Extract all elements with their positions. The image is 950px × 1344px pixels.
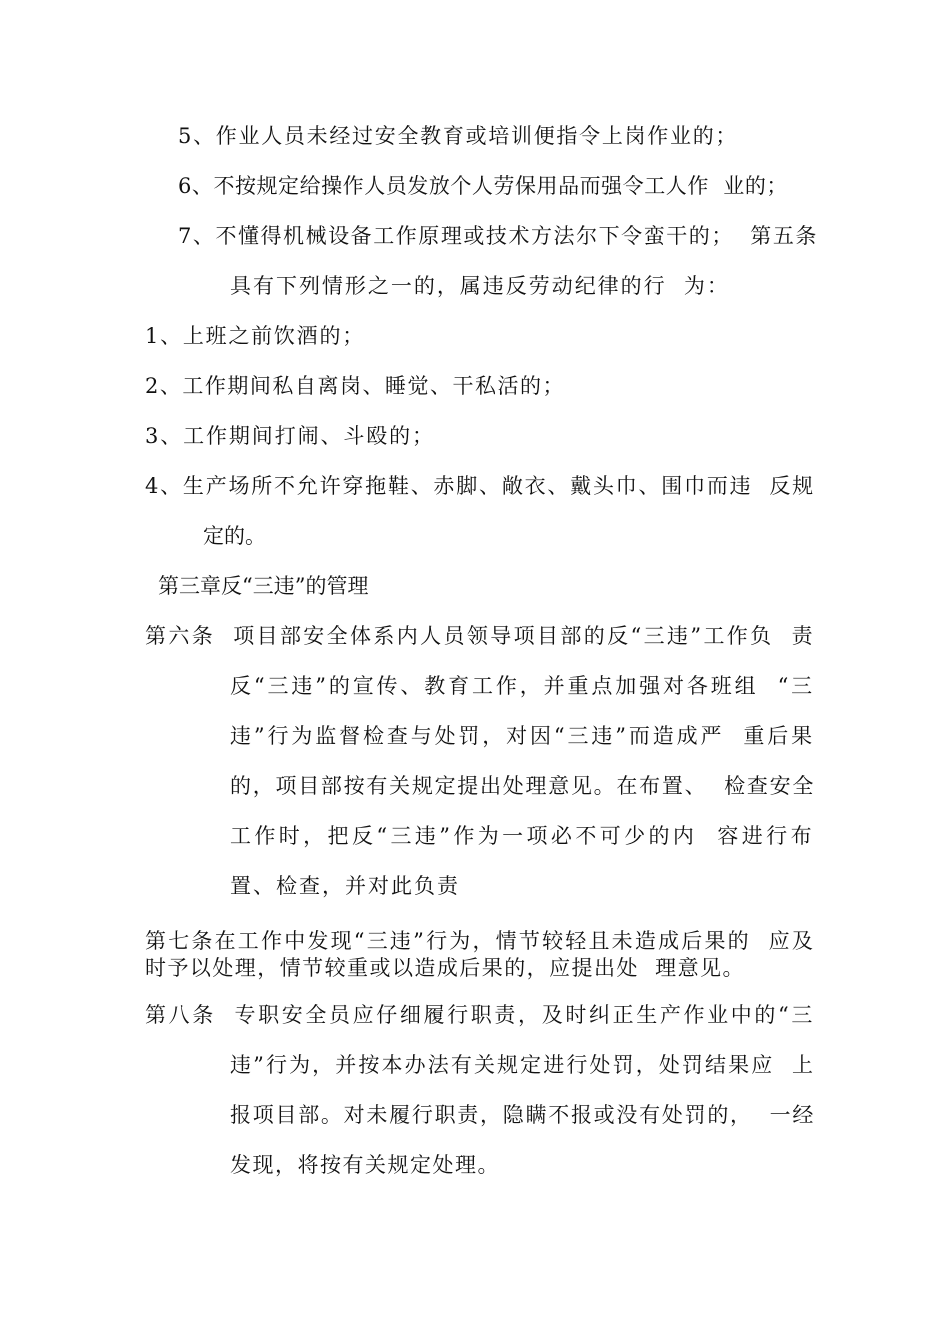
text-line: 工作时，把反“三违”作为一项必不可少的内 容进行布: [230, 824, 815, 848]
text-line: 6、不按规定给操作人员发放个人劳保用品而强令工人作 业的；: [178, 174, 788, 198]
text-line: 7、不懂得机械设备工作原理或技术方法尔下令蛮干的； 第五条: [178, 224, 818, 248]
text-line: 第八条 专职安全员应仔细履行职责，及时纠正生产作业中的“三: [145, 1003, 815, 1027]
text-line: 第七条在工作中发现“三违”行为，情节较轻且未造成后果的 应及: [145, 929, 816, 953]
text-line: 1、上班之前饮酒的；: [145, 324, 365, 348]
text-line: 3、工作期间打闹、斗殴的；: [145, 424, 435, 448]
text-line: 报项目部。对未履行职责，隐瞒不报或没有处罚的， 一经: [230, 1103, 816, 1127]
text-line: 第六条 项目部安全体系内人员领导项目部的反“三违”工作负 责: [145, 624, 816, 648]
text-line: 定的。: [203, 524, 266, 548]
text-line: 发现，将按有关规定处理。: [230, 1153, 500, 1177]
text-line: 5、作业人员未经过安全教育或培训便指令上岗作业的；: [178, 124, 739, 148]
text-line: 置、检查，并对此负责: [230, 874, 460, 898]
text-line: 4、生产场所不允许穿拖鞋、赤脚、敞衣、戴头巾、围巾而违 反规: [145, 474, 815, 498]
text-line: 的，项目部按有关规定提出处理意见。在布置、 检查安全: [230, 774, 816, 798]
text-line: 具有下列情形之一的，属违反劳动纪律的行 为：: [230, 274, 730, 298]
text-line: 反“三违”的宣传、教育工作，并重点加强对各班组 “三: [230, 674, 816, 698]
text-line: 时予以处理，情节较重或以造成后果的，应提出处 理意见。: [145, 956, 745, 980]
text-line: 2、工作期间私自离岗、睡觉、干私活的；: [145, 374, 566, 398]
text-line: 违”行为，并按本办法有关规定进行处罚，处罚结果应 上: [230, 1053, 816, 1077]
text-line: 违”行为监督检查与处罚，对因“三违”而造成严 重后果: [230, 724, 816, 748]
chapter-heading: 第三章反“三违”的管理: [158, 574, 369, 598]
